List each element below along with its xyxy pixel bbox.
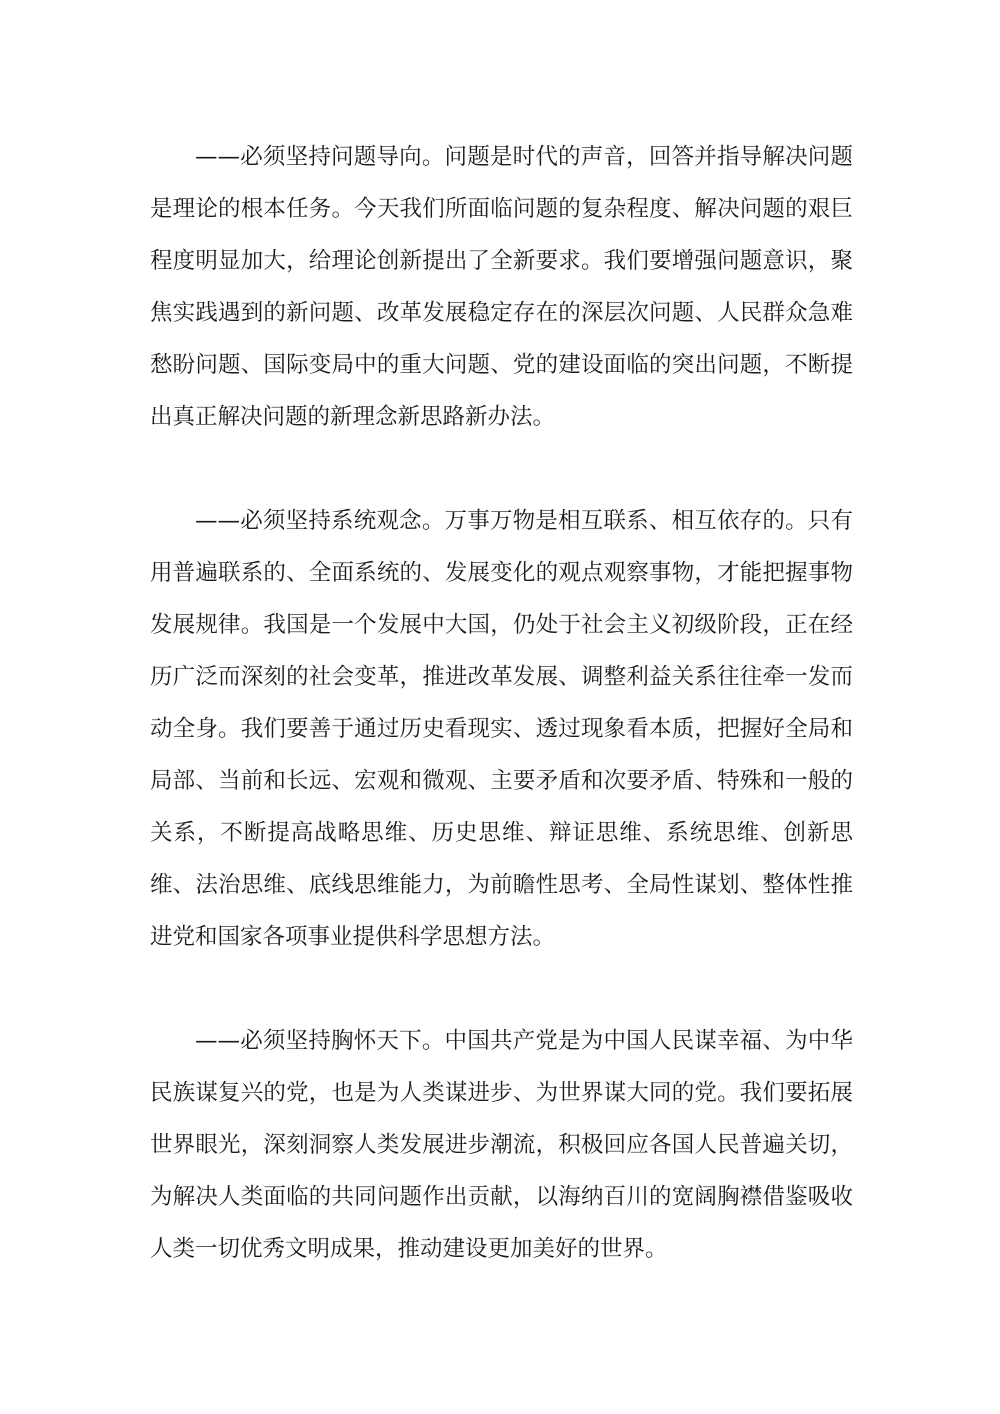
- paragraph-systems-thinking: ——必须坚持系统观念。万事万物是相互联系、相互依存的。只有用普遍联系的、全面系统的、发展变化的观点观察事物，才能把握事物发展规律。我国是一个发展中大国，仍处于社会主义初级阶段，正在经历广泛而深刻的社会变革，推进改革发展、调整利益关系往往牵一发而动全身。我们要善于通过历史看现实、透过现象看本质，把握好全局和局部、当前和长远、宏观和微观、主要矛盾和次要矛盾、特殊和一般的关系，不断提高战略思维、历史思维、辩证思维、系统思维、创新思维、法治思维、底线思维能力，为前瞻性思考、全局性谋划、整体性推进党和国家各项事业提供科学思想方法。: [150, 508, 853, 950]
- paragraph-global-vision: ——必须坚持胸怀天下。中国共产党是为中国人民谋幸福、为中华民族谋复兴的党，也是为人类谋进步、为世界谋大同的党。我们要拓展世界眼光，深刻洞察人类发展进步潮流，积极回应各国人民普遍关切，为解决人类面临的共同问题作出贡献，以海纳百川的宽阔胸襟借鉴吸收人类一切优秀文明成果，推动建设更加美好的世界。: [150, 1028, 853, 1262]
- paragraph-problem-orientation: ——必须坚持问题导向。问题是时代的声音，回答并指导解决问题是理论的根本任务。今天我们所面临问题的复杂程度、解决问题的艰巨程度明显加大，给理论创新提出了全新要求。我们要增强问题意识，聚焦实践遇到的新问题、改革发展稳定存在的深层次问题、人民群众急难愁盼问题、国际变局中的重大问题、党的建设面临的突出问题，不断提出真正解决问题的新理念新思路新办法。: [150, 144, 853, 430]
- body-text: [150, 131, 853, 1275]
